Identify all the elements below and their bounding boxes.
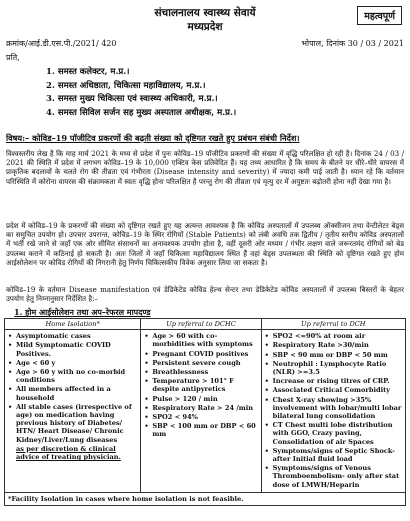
criteria-item: • Symptoms/signs of Venous Thromboembolism- only after stat dose of LMWH/Heparin [265, 464, 402, 489]
criteria-item: • SBP < 90 mm or DBP < 50 mm [265, 351, 402, 359]
criteria-item: • SPO2 < 94% [144, 413, 257, 421]
criteria-item: • Respiratory Rate >30/min [265, 341, 402, 349]
criteria-item: • SPO2 <=90% at room air [265, 332, 402, 340]
criteria-item: • Pulse > 120 / min [144, 395, 257, 403]
place-date: भोपाल, दिनांक 30 / 03 / 2021 [301, 39, 404, 48]
addressee-item: 2. समस्त अधिष्ठाता, चिकित्सा महाविद्यालय, म.प्र.। [46, 80, 206, 91]
criteria-item: • Chest X-ray showing >35% involvement with lobar/multi lobar bilateral lung consolidation [265, 396, 402, 421]
criteria-item: • Age > 60 with co-morbidities with symptoms [144, 332, 257, 348]
important-badge: महत्वपूर्ण [357, 6, 402, 25]
criteria-item: • Age > 60 y with no co-morbid conditions [8, 368, 137, 384]
table-row [5, 330, 406, 493]
home-isolation-cell [5, 330, 141, 493]
addressee-list [46, 66, 236, 120]
salutation: प्रति, [6, 53, 20, 62]
body-paragraph-2: प्रदेश में कोविड–19 के प्रकरणों की संख्या को दृष्टिगत रखते हुए यह अत्यन्त आवश्यक है कि कोविड अस्पतालों में उपलब्ध ऑक्सीजन तथा वेन्टीलेटर बेड्स का समुचित उपयोग हो। उपचार उपरान्त, कोविड–19 के स्थिर रोगियों (Stable Patients) को लंबी अवधि तक द्वितीय / तृतीय स्तरीय कोविड अस्पतालों में भर्ती रखे जाने से जहाँ एक ओर सीमित संसाधनों का अनावश्यक उपयोग होता है, वहीं दूसरी ओर मध्यम / गंभीर लक्षण वाले जरूरतमंद रोगियों को बेड उपलब्ध कराने में कठिनाई हो सकती है। अतः जिलों में जहाँ चिकित्सा महाविद्यालय स्थित हैं वहां बेड्स उपलब्धता की स्थिति को दृष्टिगत रखते हुए होम आईसोलेशन पर कोविड रोगियों की निगरानी हेतु निर्णय चिकित्सकीय विवेक अनुसार लिया जा सकता है। [6, 221, 404, 267]
addressee-item: 3. समस्त मुख्य चिकित्सा एवं स्वास्थ्य अधिकारी, म.प्र.। [46, 94, 218, 104]
table-footnote: *Facility Isolation in cases where home isolation is not feasible. [5, 492, 406, 505]
dch-cell [261, 330, 405, 493]
state-name: मध्यप्रदेश [187, 21, 223, 33]
letterhead [0, 6, 410, 34]
subject-line: विषय:– कोविड–19 पॉजीटिव प्रकरणों की बढ़ती संख्या को दृष्टिगत रखते हुए प्रबंधन संबंधी निर्देश। [6, 133, 300, 143]
dchc-cell [141, 330, 261, 493]
criteria-item: • Symptoms/signs of Septic Shock-after Initial fluid load [265, 447, 402, 463]
criteria-item: • Persistent severe cough [144, 359, 257, 367]
table-row [5, 492, 406, 505]
criteria-item: • Pregnant COVID positives [144, 350, 257, 358]
criteria-item: • Increase or rising titres of CRP. [265, 377, 402, 385]
letter-number: क्रमांक/आई.डी.एस.पी./2021/ 420 [6, 39, 117, 48]
criteria-item: • Temperature > 101° F despite antipyretics [144, 377, 257, 393]
home-isolation-note: as per discretion & clinical advice of treating physician. [16, 444, 121, 462]
department-name: संचालनालय स्वास्थ्य सेवायें [154, 7, 256, 19]
column-header: Home Isolation* [5, 319, 141, 330]
criteria-item: • All stable cases (irrespective of age) on medication having previous history of Diabetes/ HTN/ Heart Disease/ Chronic Kidney/Liver/Lung diseases [8, 403, 137, 444]
criteria-item: • Associated Critical Comorbidity [265, 386, 402, 394]
criteria-item: • Asymptomatic cases [8, 332, 137, 340]
body-paragraph-3: कोविड–19 के वर्तमान Disease manifestation एवं डेडिकेटेड कोविड हेल्थ सेन्टर तथा डेडिकेटेड कोविड अस्पतालों में उपलब्ध बिस्तरों के बेहतर उपयोग हेतु निम्नानुसार निर्देशित है:– [6, 285, 404, 304]
criteria-item: • Mild Symptomatic COVID Positives. [8, 341, 137, 357]
criteria-item: • CT Chest multi lobe distribution with GGO, Crazy paving, Consolidation of air Spaces [265, 421, 402, 446]
column-header: Up referral to DCHC [141, 319, 261, 330]
section-title: 1. होम आईसोलेशन तथा अप–रेफरल मापदण्ड [14, 307, 151, 317]
criteria-item: • All members affected in a household [8, 385, 137, 401]
criteria-item: • Age < 60 y [8, 359, 137, 367]
criteria-item: • SBP < 100 mm or DBP < 60 mm [144, 422, 257, 438]
body-paragraph-1: विश्वस्तरीय लेख है कि माह मार्च 2021 के मध्य से प्रदेश में पुनः कोविड–19 पॉजीटिव प्रकरणों की संख्या में वृद्धि परिलक्षित हो रही है। दिनांक 24 / 03 / 2021 की स्थिति में प्रदेश में लगभग कोविड–19 के 10,000 एक्टिव केस प्रतिवेदित हैं। यह तथ्य आधारित है कि समय के बीतने पर धीरे–धीरे वायरस में प्राकृतिक बदलावों के चलते रोग की तीव्रता एवं गंभीरता (Disease intensity and severity) में ज्यादा कमी पाई जाती है। ध्यान रहे कि वर्तमान परिस्थिति में कोरोना वायरस की संक्रामकता में स्वतः वृद्धि होना परिलक्षित है परन्तु रोग की तीव्रता एवं मृत्यु दर में अपुष्टतः बढ़ोतरी होना नहीं देखा गया है। [6, 149, 404, 186]
criteria-item: • Neutrophil : Lymphocyte Ratio (NLR) >=3.5 [265, 360, 402, 376]
addressee-item: 4. समस्त सिविल सर्जन सह मुख्य अस्पताल अधीक्षक, म.प्र.। [46, 107, 237, 118]
criteria-item: • Breathlessness [144, 368, 257, 376]
reference-line [6, 38, 404, 49]
table-header-row [5, 319, 406, 330]
column-header: Up referral to DCH [261, 319, 405, 330]
criteria-item: • Respiratory Rate > 24 /min [144, 404, 257, 412]
referral-criteria-table [4, 318, 406, 506]
addressee-item: 1. समस्त कलेक्टर, म.प्र.। [46, 67, 130, 77]
